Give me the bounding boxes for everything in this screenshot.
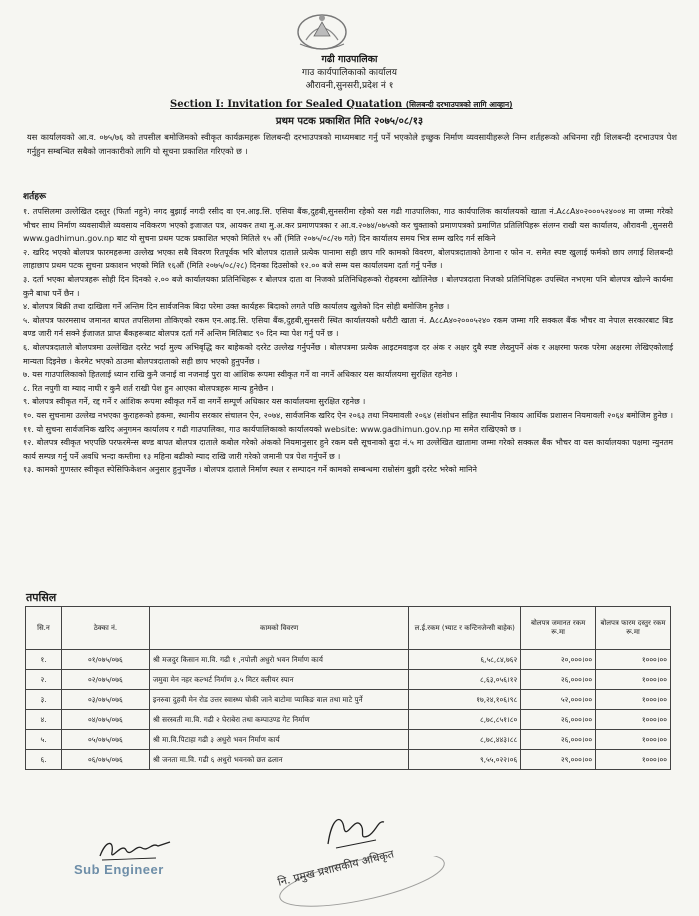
table-row xyxy=(26,730,671,750)
cell-contract-no: ०२/०७५/०७६ xyxy=(61,670,149,690)
publish-date: प्रथम पटक प्रकाशित मिति २०७५/०८/१३ xyxy=(275,116,424,127)
sub-engineer-label: Sub Engineer xyxy=(74,862,164,877)
cell-form-fee: १०००।०० xyxy=(596,730,671,750)
cell-form-fee: १०००।०० xyxy=(596,690,671,710)
header-form-fee: बोलपत्र फारम दस्तुर रकम रू.मा xyxy=(596,607,671,650)
table-header-row xyxy=(26,607,671,650)
cell-estimate: ८,६३,०५६।१२ xyxy=(409,670,521,690)
cell-estimate: ८,७८,८५१।८० xyxy=(409,710,521,730)
header-sn: सि.न xyxy=(26,607,62,650)
cell-contract-no: ०६/०७५/०७६ xyxy=(61,750,149,770)
term-item: ३. दर्ता भएका बोलपत्रहरू सोही दिन दिनको २.०० बजे कार्यालयका प्रतिनिधिहरू र बोलपत्र दाता वा निजको प्रतिनिधिहरूको रोहबरमा खोलिनेछ । बोलपत्रदाता निजको प्रतिनिधिहरू उपस्थित नभएमा पनि बोलपत्र खोल्ने कार्यमा कुनै बाधा पर्ने छैन । xyxy=(23,274,673,298)
terms-list xyxy=(23,205,673,477)
office-name: गढी गाउपालिका xyxy=(321,54,378,65)
cell-description: श्री जनता मा.वि. गढी ६ अधुरो भवनको छत ढलान xyxy=(149,750,409,770)
cell-sn: ५. xyxy=(26,730,62,750)
cell-form-fee: १०००।०० xyxy=(596,710,671,730)
intro-paragraph: यस कार्यालयको आ.व. ०७५/७६ को तपसील बमोजिमको स्वीकृत कार्यक्रमहरू शिलबन्दी दरभाउपत्रको माध्यमबाट गर्नु पर्ने भएकोले इच्छुक निर्माण व्यवसायीहरूले निम्न शर्तहरूको अधिनमा रही शिलबन्दी दरभाउपत्र पेश गर्नुहुन सम्बन्धित सबैको जानकारीको लागि यो सूचना प्रकाशित गरिएको छ । xyxy=(27,132,677,156)
cell-form-fee: १०००।०० xyxy=(596,670,671,690)
schedule-table xyxy=(25,606,671,770)
cell-estimate: १७,२४,१०६।९८ xyxy=(409,690,521,710)
officer-stamp-text: नि. प्रमुख प्रशासकीय अधिकृत xyxy=(276,847,396,889)
term-item: १३. कामको गुणस्तर स्वीकृत स्पेसिफिकेशन अनुसार हुनुपर्नेछ । बोलपत्र दाताले निर्माण स्थल र सम्पादन गर्ने कामको सम्बन्धमा राम्रोसंग बुझी दररेट भरेको मानिने xyxy=(23,465,477,475)
office-subtitle: गाउ कार्यपालिकाको कार्यालय xyxy=(302,68,397,78)
cell-contract-no: ०१/०७५/०७६ xyxy=(61,650,149,670)
cell-bid-bond: २६,०००।०० xyxy=(521,670,596,690)
term-item: ८. रित नपुगी वा म्याद नाघी र कुनै शर्त राखी पेश हुन आएका बोलपत्रहरू मान्य हुनेछैन । xyxy=(23,383,274,393)
cell-estimate: ६,५८,८४,७६२ xyxy=(409,650,521,670)
header-bid-bond: बोलपत्र जमानत रकम रू.मा xyxy=(521,607,596,650)
term-item: ६. बोलपत्रदाताले बोलपत्रमा उल्लेखित दररेट भर्दा मुल्य अभिबृद्धि कर बाहेकको दररेट उल्लेख गर्नुपर्नेछ । बोलपत्रमा प्रत्येक आइटमवाइज दर अंक र अक्षर दुबै स्पष्ट लेख्नुपर्ने अंक र अक्षरमा फरक परेमा अक्षरमा लेखिएकोलाई मान्यता दिइनेछ । केरमेट भएको ठाउमा बोलपत्रदाताको सही छाप भएको हुनुपर्नेछ । xyxy=(23,342,673,366)
table-row xyxy=(26,750,671,770)
term-item: ११. यो सुचना सार्वजनिक खरिद अनुगमन कार्यालय र गढी गाउपालिका, गाउ कार्यपालिकाको कार्यालयको website: www.gadhimun.gov.np मा समेत राखिएको छ । xyxy=(23,424,522,434)
term-item: २. खरिद भएको बोलपत्र फारमहरूमा उल्लेख भएका सबै विवरण रितपूर्वक भरि बोलपत्र दाताले प्रत्येक पानामा सही छाप गरि कामको विवरण, बोलपत्रदाताको ठेगाना र फोन न. समेत स्पष्ट खुलाई फर्मको छाप लगाई शिलबन्दी लाहाछाप प्रथम पटक सुचना प्रकाशन भएको मिति १६औं (मिति २०७५/०८/२८) दिनका दिउसोको १२.०० बजे सम्म यस कार्यालयमा दर्ता गर्नु पर्नेछ । xyxy=(23,247,673,271)
cell-description: इनरुवा दुहवी मेन रोड उत्तर स्वास्थ्य चोकी जाने बाटोमा प्याकिङ वाल तथा माटे पुर्ने xyxy=(149,690,409,710)
section-title-en: Section I: Invitation for Sealed Quatation xyxy=(170,99,403,110)
cell-contract-no: ०५/०७५/०७६ xyxy=(61,730,149,750)
term-item: ४. बोलपत्र बिक्री तथा दाखिला गर्ने अन्तिम दिन सार्वजनिक बिदा परेमा उक्त कार्यहरू बिदाको लगते पछि कार्यालय खुलेको दिन सोही बमोजिम हुनेछ । xyxy=(23,302,450,312)
cell-bid-bond: २०,०००।०० xyxy=(521,650,596,670)
term-item: ७. यस गाउपालिकाको हितलाई ध्यान राखि कुनै जनाई वा नजनाई पुरा वा आंशिक रूपमा स्वीकृत गर्ने वा नगर्ने अधिकार यस कार्यालयमा सुरक्षित रहनेछ । xyxy=(23,370,458,380)
cell-description: जमुवा मेन नहर कल्भर्ट निर्माण ३.५ मिटर क्लीयर स्पान xyxy=(149,670,409,690)
engineer-signature xyxy=(96,832,176,866)
term-item: ५. बोलपत्र फारमसाथ जमानत बापत तपसिलमा तोकिएको रकम एन.आइ.सि. एसिया बैंक,दुहबी,सुनसरी स्थित कार्यालयको धरौटी खाता नं. A८८A४०२०००५२४० रकम जम्मा गरि सक्कल बैंक भौचर वा नेपाल सरकारबाट बिड बण्ड जारी गर्न सक्ने ईजाजत प्राप्त बैंकहरूबाट बोलपत्र दर्ता गर्ने अन्तिम मितिबाट ९० दिन म्या पेश गर्नु पर्ने छ । xyxy=(23,315,673,339)
cell-description: श्री मा.वि.पिटाहा गढी ३ अधुरो भवन निर्माण कार्य xyxy=(149,730,409,750)
table-row xyxy=(26,650,671,670)
cell-contract-no: ०४/०७५/०७६ xyxy=(61,710,149,730)
table-row xyxy=(26,670,671,690)
cell-estimate: ९,५५,०२२।०६ xyxy=(409,750,521,770)
cell-bid-bond: २९,०००।०० xyxy=(521,750,596,770)
cell-sn: २. xyxy=(26,670,62,690)
cell-contract-no: ०३/०७५/०७६ xyxy=(61,690,149,710)
cell-bid-bond: ५२,०००।०० xyxy=(521,690,596,710)
cell-description: श्री सरस्वती मा.वि. गढी २ घेराबेरा तथा कम्पाउण्ड गेट निर्माण xyxy=(149,710,409,730)
cell-sn: ३. xyxy=(26,690,62,710)
term-item: १. तपसिलमा उल्लेखित दस्तुर (फिर्ता नहुने) नगद बुझाई नगदी रसीद वा एन.आइ.सि. एसिया बैंक,दुहबी,सुनसरीमा रहेको यस गढी गाउपालिका, गाउ कार्यपालिक कार्यालयको खाता नं.A८८A४०२०००५२४००४ मा जम्मा गरेको भौचर साथ निर्माण व्यवसायीले व्यवसाय नविकरण भएको इजाजत पत्र, आयकर तथा मु.अ.कर प्रमाणपत्रका र आ.व.२०७४/०७५को कर चुक्ताको प्रमाणपत्रको प्रमाणित प्रतिलिपिहरू संलग्न राखी यस कार्यालय, औरावनी ,सुनसरी www.gadhimun.gov.np बाट यो सुचना प्रथम पटक प्रकाशित भएको मितिले १५ औं (मिति २०७५/०८/२७ गते) दिन कार्यालय समय भित्र सम्म खरिद गर्न सकिने xyxy=(23,207,673,244)
term-item: १२. बोलपत्र स्वीकृत भएपछि परफरमेन्स बण्ड बापत बोलपत्र दाताले कबोल गरेको अंकको नियमानुसार हुने रकम यसै सूचनाको बुदा नं.५ मा उल्लेखित खातामा जम्मा गरेको सक्कल बैंक भौचर वा यस कार्यालयका पक्षमा न्युनतम कार्य सम्पन्न गर्नु पर्ने अवधि भन्दा कम्तीमा १३ महिना बढीको म्याद राखि जारी गरेको जमानी पत्र पेश गर्नुपर्ने छ । xyxy=(23,438,673,461)
nepal-emblem-icon xyxy=(292,10,352,52)
cell-sn: १. xyxy=(26,650,62,670)
table-row xyxy=(26,690,671,710)
table-row xyxy=(26,710,671,730)
section-title xyxy=(170,99,513,110)
terms-heading: शर्तहरू xyxy=(23,192,47,202)
cell-description: श्री मजदुर किसान मा.वि. गढी १ ,नपोली अधुरो भवन निर्माण कार्य xyxy=(149,650,409,670)
term-item: ९. बोलपत्र स्वीकृत गर्ने, रद्द गर्ने र आंशिक रूपमा स्वीकृत गर्ने वा नगर्ने सम्पूर्ण अधिकार यस कार्यालयमा सुरक्षित रहनेछ । xyxy=(23,397,366,407)
section-title-np: (सिलबन्दी दरभाउपत्रको लागि आव्हान) xyxy=(405,100,513,109)
header-description: कामको विवरण xyxy=(149,607,409,650)
header-contract-no: ठेक्का नं. xyxy=(61,607,149,650)
cell-estimate: ८,७८,४४३।८८ xyxy=(409,730,521,750)
cell-form-fee: १०००।०० xyxy=(596,650,671,670)
cell-bid-bond: २६,०००।०० xyxy=(521,730,596,750)
office-address: औरावनी,सुनसरी,प्रदेश नं १ xyxy=(305,81,394,91)
cell-sn: ४. xyxy=(26,710,62,730)
officer-signature xyxy=(318,810,388,852)
cell-bid-bond: २६,०००।०० xyxy=(521,710,596,730)
header-estimate: ल.ई.रकम (भ्याट र कन्टिनजेन्सी बाहेक) xyxy=(409,607,521,650)
cell-sn: ६. xyxy=(26,750,62,770)
cell-form-fee: १०००।०० xyxy=(596,750,671,770)
term-item: १०. यस सुचनामा उल्लेख नभएका कुराहरूको हकमा, स्थानीय सरकार संचालन ऐन, २०७४, सार्वजनिक खरिद ऐन २०६३ तथा नियमावली २०६४ (संशोधन सहित स्थानीय निकाय आर्थिक प्रशासन नियमावली २०६४ बमोजिम हुनेछ । xyxy=(23,410,673,420)
schedule-heading: तपसिल xyxy=(26,591,57,604)
